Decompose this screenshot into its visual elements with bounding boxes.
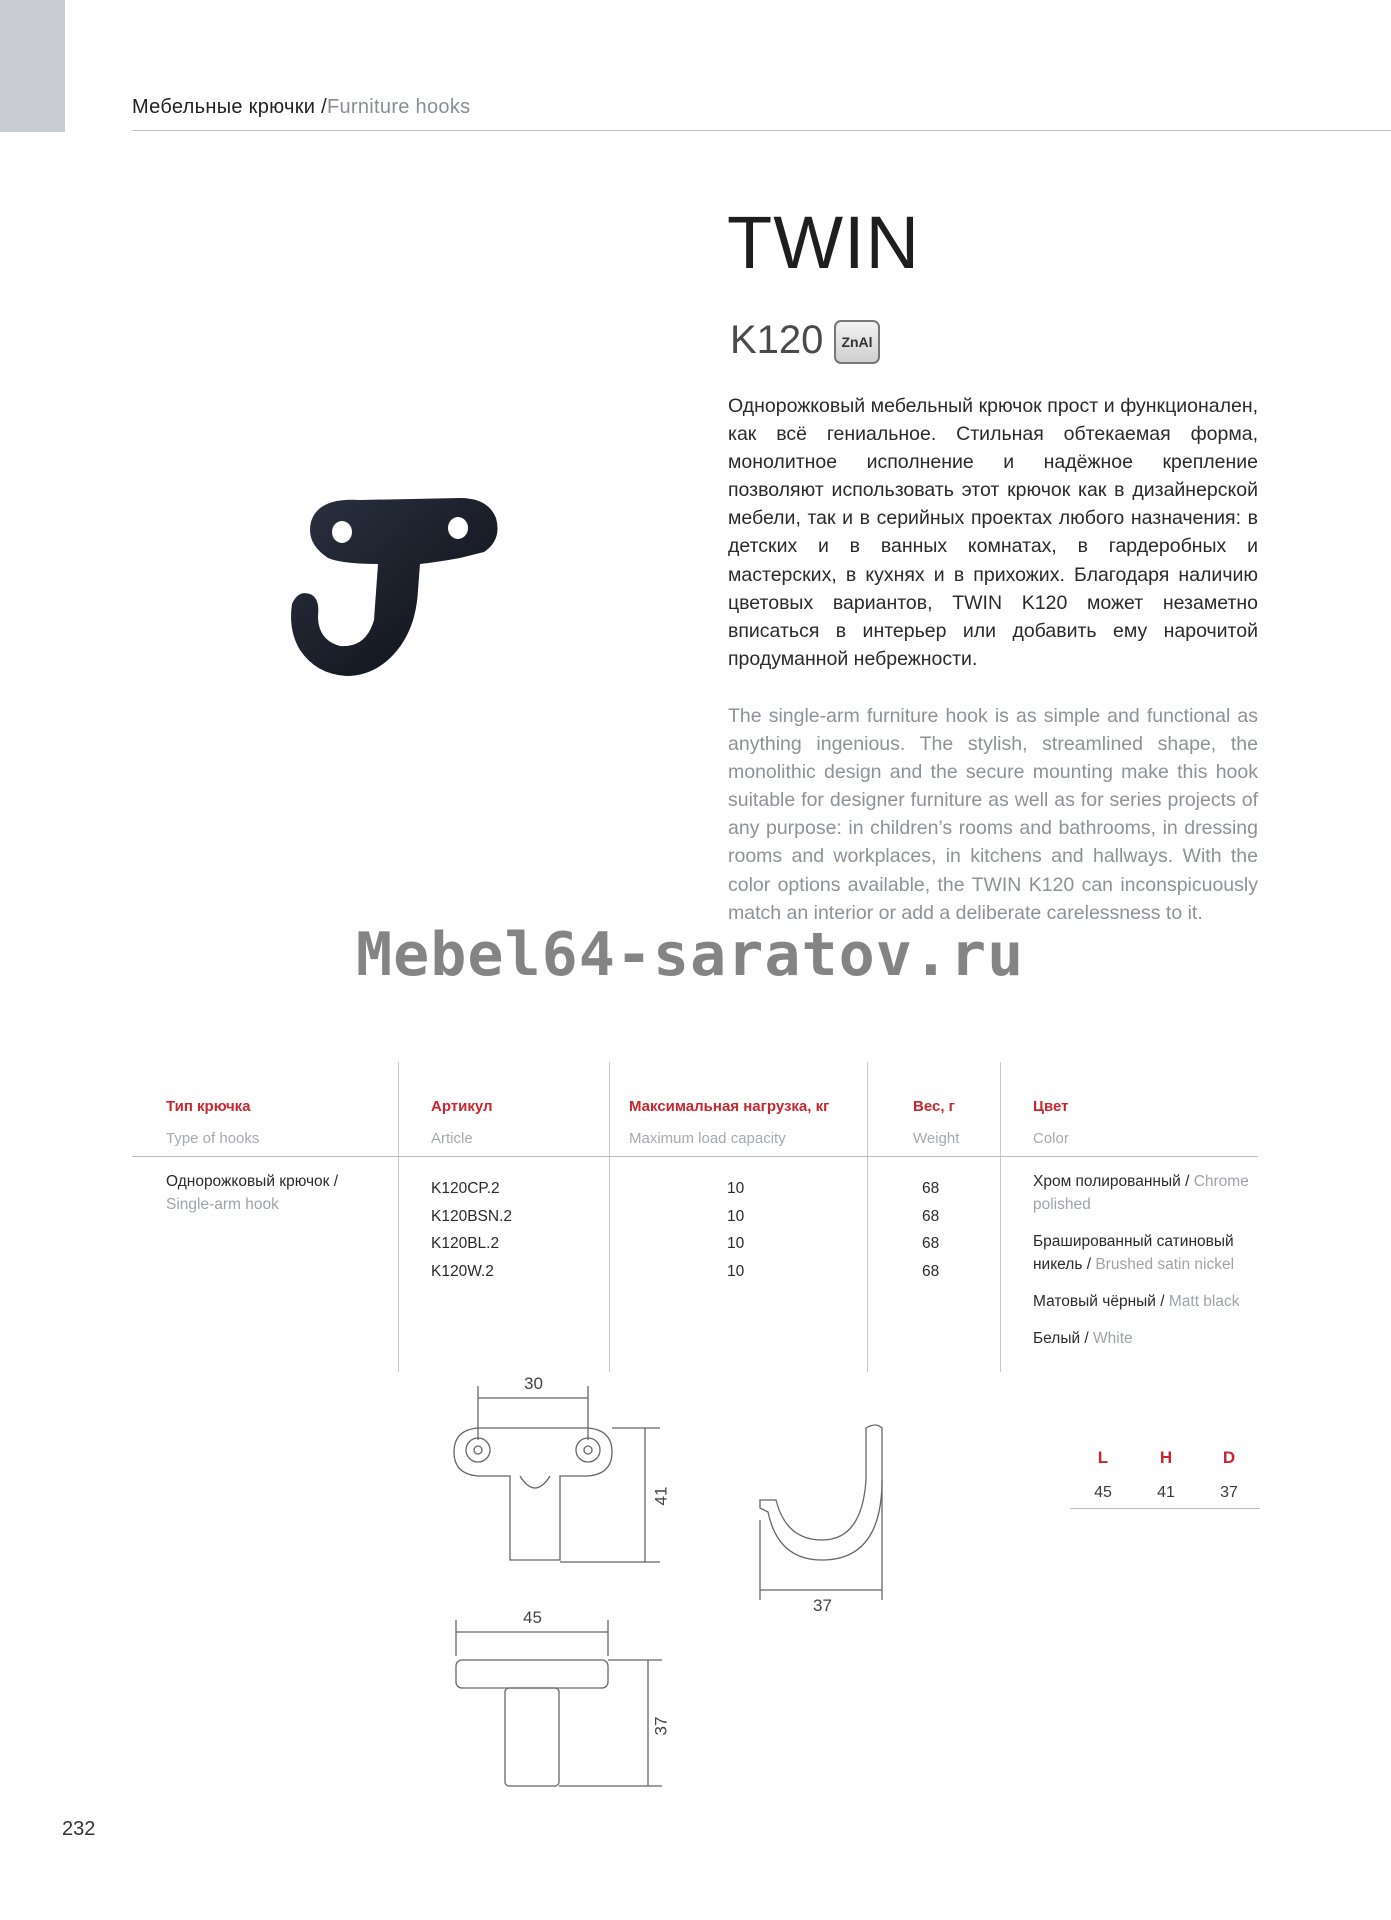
dim-label: 45 [523, 1608, 542, 1627]
section-title-separator: / [315, 96, 327, 118]
col-subheader-color: Color [1033, 1130, 1069, 1147]
color-ru: Матовый чёрный / [1033, 1293, 1165, 1310]
color-item [1033, 1327, 1263, 1350]
table-divider [1000, 1062, 1001, 1372]
dim-value-l: 45 [1094, 1484, 1112, 1501]
article-value: K120CP.2 [431, 1180, 500, 1197]
col-header-type: Тип крючка [166, 1098, 251, 1115]
weight-value: 68 [922, 1180, 940, 1197]
header-divider [132, 130, 1391, 131]
color-item [1033, 1290, 1263, 1313]
dim-value-d: 37 [1220, 1484, 1238, 1501]
dim-value-h: 41 [1157, 1484, 1175, 1501]
section-title-en: Furniture hooks [326, 96, 471, 118]
load-value: 10 [727, 1262, 745, 1280]
colors-cell [1033, 1170, 1263, 1350]
section-title [132, 96, 470, 119]
dim-label: 41 [651, 1486, 671, 1506]
dim-header-l: L [1097, 1448, 1109, 1467]
load-value: 10 [727, 1180, 745, 1197]
article-value: K120BL.2 [431, 1235, 500, 1252]
col-header-load: Максимальная нагрузка, кг [629, 1098, 830, 1115]
col-subheader-type: Type of hooks [166, 1130, 260, 1147]
weight-value: 68 [922, 1207, 940, 1225]
weight-value: 68 [922, 1235, 940, 1252]
watermark: Mebel64-saratov.ru [356, 920, 1025, 990]
dimensions-rule [1070, 1508, 1260, 1509]
table-header-rule [132, 1156, 1258, 1157]
load-value: 10 [727, 1207, 745, 1225]
color-item [1033, 1230, 1263, 1276]
col-header-weight: Вес, г [913, 1098, 955, 1115]
color-en: Brushed satin nickel [1095, 1256, 1235, 1273]
dim-header-h: H [1159, 1448, 1173, 1467]
product-code: K120 [730, 318, 824, 362]
front-view [454, 1386, 660, 1562]
dim-header-d: D [1222, 1448, 1236, 1467]
article-value: K120W.2 [431, 1262, 494, 1280]
article-value: K120BSN.2 [431, 1207, 512, 1225]
col-header-color: Цвет [1033, 1098, 1069, 1115]
product-name: TWIN [727, 201, 921, 284]
table-divider [398, 1062, 399, 1372]
dim-label: 37 [813, 1596, 832, 1615]
product-photo [270, 470, 530, 730]
loads-cell [727, 1175, 744, 1285]
dim-label: 30 [524, 1374, 543, 1393]
color-ru: Хром полированный / [1033, 1173, 1190, 1190]
section-title-ru: Мебельные крючки [132, 96, 316, 118]
load-value: 10 [727, 1235, 745, 1252]
dim-label: 37 [651, 1716, 671, 1736]
color-ru: Брашированный сатиновый никель / [1033, 1233, 1234, 1273]
col-subheader-load: Maximum load capacity [629, 1130, 786, 1147]
description-ru: Однорожковый мебельный крючок прост и функционален, как всё гениальное. Стильная обтекаемая форма, монолитное исполнение и надёжное крепление позволяют использовать этот крючок как в дизайнерской мебели, так и в серийных проектах любого назначения: в детских и в ванных комнатах, в гардеробных и мастерских, в кухнях и в прихожих. Благодаря наличию цветовых вариантов, TWIN K120 может незаметно вписаться в интерьер или добавить ему нарочитой продуманной небрежности. [728, 395, 1258, 670]
page-number: 232 [62, 1818, 96, 1840]
weight-value: 68 [922, 1262, 940, 1280]
color-en: White [1093, 1330, 1133, 1347]
page-tab [0, 0, 65, 132]
color-en: Matt black [1168, 1293, 1240, 1310]
color-item [1033, 1170, 1263, 1216]
top-view [456, 1620, 662, 1786]
col-header-article: Артикул [431, 1098, 493, 1115]
col-subheader-article: Article [431, 1130, 473, 1147]
articles-cell [431, 1175, 512, 1285]
table-divider [609, 1062, 610, 1372]
color-en: Chrome polished [1033, 1173, 1249, 1213]
table-divider [867, 1062, 868, 1372]
type-en: Single-arm hook [166, 1196, 279, 1213]
type-cell [166, 1170, 338, 1216]
col-subheader-weight: Weight [913, 1130, 960, 1147]
type-ru: Однорожковый крючок / [166, 1173, 339, 1190]
material-badge: ZnAl [834, 320, 880, 364]
description-en: The single-arm furniture hook is as simple and functional as anything ingenious. The stylish, streamlined shape, the monolithic design and the secure mounting make this hook suitable for designer furniture as well as for series projects of any purpose: in children’s rooms and bathrooms, in dressing rooms and workplaces, in kitchens and hallways. With the color options available, the TWIN K120 can inconspicuously match an interior or add a deliberate carelessness to it. [728, 705, 1258, 924]
weights-cell [922, 1175, 939, 1285]
color-ru: Белый / [1033, 1330, 1089, 1347]
side-view [760, 1425, 882, 1600]
